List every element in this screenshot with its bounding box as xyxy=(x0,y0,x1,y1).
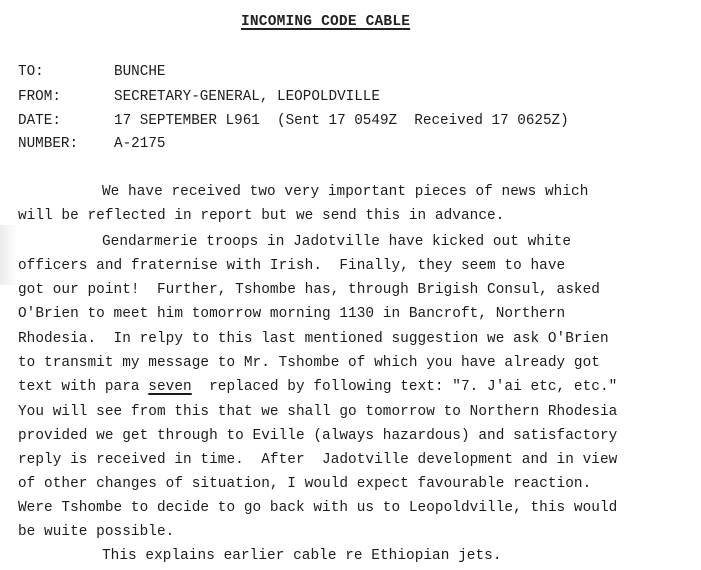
body-line: to transmit my message to Mr. Tshombe of which you have already got xyxy=(18,355,600,371)
from-label: FROM: xyxy=(18,89,61,105)
body-line: got our point! Further, Tshombe has, through Brigish Consul, asked xyxy=(18,282,600,298)
underlined-word: seven xyxy=(148,379,192,395)
to-label: TO: xyxy=(18,64,44,80)
body-line: Gendarmerie troops in Jadotville have kicked out white xyxy=(102,234,572,250)
body-line: of other changes of situation, I would expect favourable reaction. xyxy=(18,476,592,492)
from-value: SECRETARY-GENERAL, LEOPOLDVILLE xyxy=(114,89,380,105)
number-value: A-2175 xyxy=(114,136,166,152)
header-date xyxy=(18,113,569,129)
header-number xyxy=(18,136,165,152)
text-fragment: text with para xyxy=(18,379,149,395)
body-line-para-seven xyxy=(18,379,617,395)
body-line: Were Tshombe to decide to go back with us to Leopoldville, this would xyxy=(18,500,618,516)
date-label: DATE: xyxy=(18,113,61,129)
date-value: 17 SEPTEMBER L961 (Sent 17 0549Z Received 17 0625Z) xyxy=(114,113,569,129)
body-line: provided we get through to Eville (always hazardous) and satisfactory xyxy=(18,428,618,444)
body-line: be wuite possible. xyxy=(18,524,175,540)
text-fragment: replaced by following text: "7. J'ai etc, etc." xyxy=(191,379,618,395)
header-to xyxy=(18,64,165,80)
paper-smudge xyxy=(0,225,18,285)
body-line: Rhodesia. In relpy to this last mentioned suggestion we ask O'Brien xyxy=(18,331,609,347)
body-line: We have received two very important pieces of news which xyxy=(102,184,589,200)
body-line: officers and fraternise with Irish. Finally, they seem to have xyxy=(18,258,566,274)
header-from xyxy=(18,89,380,105)
to-value: BUNCHE xyxy=(114,64,166,80)
body-line: O'Brien to meet him tomorrow morning 1130 in Bancroft, Northern xyxy=(18,306,566,322)
body-line: reply is received in time. After Jadotville development and in view xyxy=(18,452,618,468)
document-title: INCOMING CODE CABLE xyxy=(241,14,411,30)
body-line: This explains earlier cable re Ethiopian jets. xyxy=(102,548,502,564)
number-label: NUMBER: xyxy=(18,136,79,152)
body-line: You will see from this that we shall go tomorrow to Northern Rhodesia xyxy=(18,404,618,420)
body-line: will be reflected in report but we send this in advance. xyxy=(18,208,505,224)
